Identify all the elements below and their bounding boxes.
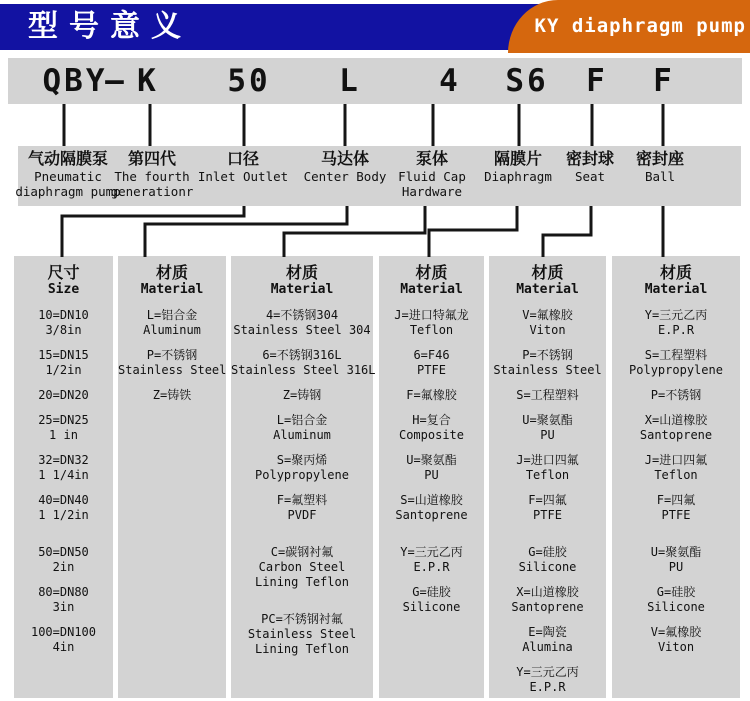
part-label-zh: 第四代 [127, 149, 177, 168]
option-entry [489, 348, 606, 378]
entry-english [612, 560, 740, 575]
model-segment-generation: K [137, 63, 159, 99]
column-title-en: Material [270, 282, 334, 297]
option-entry [489, 453, 606, 483]
entry-code: L=铝合金 [146, 308, 198, 322]
entry-english-line: 2in [52, 560, 75, 574]
entry-code: S=聚丙烯 [276, 453, 328, 467]
entry-code: 6=F46 [413, 348, 450, 362]
option-entry [379, 348, 484, 378]
entry-code: Y=三元乙丙 [644, 308, 708, 322]
entry-english-line: E.P.R [657, 323, 695, 337]
entry-english-line: 1 1/2in [38, 508, 89, 522]
option-entry [14, 348, 113, 378]
entry-english [489, 363, 606, 378]
option-entry [14, 585, 113, 615]
part-label-en: diaphragm pump [15, 184, 121, 199]
entry-english [612, 428, 740, 443]
entry-english-line: Lining Teflon [255, 642, 349, 656]
entry-english [14, 640, 113, 655]
entry-english-line: Carbon Steel [258, 560, 346, 574]
part-label-ball [636, 149, 684, 184]
entry-code: 40=DN40 [38, 493, 89, 507]
entry-code: 4=不锈钢304 [265, 308, 339, 322]
entry-english [118, 323, 226, 338]
entry-english-line: PU [668, 560, 684, 574]
entry-english [612, 363, 740, 378]
entry-english-line: Teflon [525, 468, 570, 482]
part-label-zh: 密封球 [565, 149, 615, 168]
part-label-zh: 隔膜片 [493, 149, 543, 168]
model-segment-center-body: L [339, 63, 361, 99]
entry-english-line: 1 1/4in [38, 468, 89, 482]
option-entry [14, 413, 113, 443]
model-segment-fluid-cap: 4 [439, 63, 461, 99]
option-entry [612, 348, 740, 378]
part-label-en: Inlet Outlet [197, 169, 289, 184]
entry-code: 80=DN80 [38, 585, 89, 599]
entry-english [231, 323, 373, 338]
column-title-zh: 材质 [659, 263, 692, 282]
entry-english [489, 600, 606, 615]
entry-english [231, 428, 373, 443]
part-label-inlet-outlet [198, 149, 288, 184]
entry-english-line: Aluminum [143, 323, 201, 337]
option-entry [231, 545, 373, 590]
entry-english [612, 508, 740, 523]
entry-code: Y=三元乙丙 [516, 665, 579, 679]
entry-code: U=聚氨酯 [522, 413, 573, 427]
model-segment-diaphragm: S6 [505, 63, 549, 99]
column-diaphragm-material [379, 256, 484, 698]
entry-english-line: PTFE [533, 508, 562, 522]
entry-code: F=四氟 [656, 493, 696, 507]
option-entry [231, 388, 373, 403]
entry-english-line: Composite [398, 428, 465, 442]
ball-material-options [612, 308, 740, 655]
option-entry [118, 388, 226, 403]
entry-english [489, 680, 606, 695]
entry-english-line: Lining Teflon [255, 575, 349, 589]
seat-material-options [489, 308, 606, 695]
entry-english [14, 600, 113, 615]
entry-english-line: Teflon [409, 323, 454, 337]
option-entry [379, 585, 484, 615]
part-label-en: Hardware [401, 184, 463, 199]
option-entry [118, 348, 226, 378]
option-entry [231, 612, 373, 657]
option-entry [612, 453, 740, 483]
entry-english-line: 4in [52, 640, 75, 654]
entry-english-line: Polypropylene [255, 468, 349, 482]
column-size [14, 256, 113, 698]
center-body-material-options [118, 308, 226, 403]
part-label-zh: 口径 [226, 149, 259, 168]
entry-english-line: PVDF [287, 508, 317, 522]
option-entry [489, 493, 606, 523]
option-entry [379, 453, 484, 483]
column-title-en: Material [644, 282, 708, 297]
option-entry [612, 585, 740, 615]
option-entry [489, 625, 606, 655]
entry-code: X=山道橡胶 [516, 585, 579, 599]
entry-english [489, 560, 606, 575]
entry-english [612, 468, 740, 483]
option-entry [489, 545, 606, 575]
entry-code: S=山道橡胶 [400, 493, 463, 507]
option-entry [14, 308, 113, 338]
part-label-en: Pneumatic [34, 169, 102, 184]
part-label-en: Ball [644, 169, 676, 184]
entry-english [379, 323, 484, 338]
entry-code: Y=三元乙丙 [400, 545, 463, 559]
entry-english-line: E.P.R [413, 560, 450, 574]
entry-english [612, 640, 740, 655]
part-label-zh: 泵体 [415, 149, 449, 168]
entry-english-line: PTFE [417, 363, 446, 377]
entry-english-line: Silicone [518, 560, 577, 574]
entry-english-line: Stainless Steel [247, 627, 357, 641]
entry-english-line: Stainless Steel 304 [233, 323, 371, 337]
size-options [14, 308, 113, 655]
entry-english [231, 627, 373, 657]
part-label-bar [15, 146, 741, 206]
entry-code: F=氟塑料 [276, 493, 328, 507]
entry-code: F=氟橡胶 [406, 388, 457, 402]
entry-english-line: Santoprene [639, 428, 713, 442]
entry-code: P=不锈钢 [146, 348, 198, 362]
entry-english [612, 323, 740, 338]
entry-code: F=四氟 [528, 493, 567, 507]
part-label-en: Fluid Cap [398, 169, 466, 184]
entry-english-line: Viton [529, 323, 566, 337]
part-label-en: Diaphragm [484, 169, 552, 184]
entry-code: G=硅胶 [412, 585, 451, 599]
option-entry [14, 453, 113, 483]
part-label-en: Seat [574, 169, 606, 184]
option-entry [612, 545, 740, 575]
entry-english [379, 363, 484, 378]
entry-english-line: Aluminum [273, 428, 331, 442]
entry-english [379, 600, 484, 615]
model-code-bar [8, 58, 742, 104]
option-entry [612, 388, 740, 403]
entry-english-line: Stainless Steel [118, 363, 227, 377]
column-seat-material [489, 256, 606, 698]
entry-code: S=工程塑料 [644, 348, 708, 362]
part-label-generation [111, 149, 194, 199]
entry-english [489, 508, 606, 523]
column-title-zh: 材质 [415, 263, 448, 282]
column-title-zh: 材质 [285, 263, 318, 282]
option-entry [379, 493, 484, 523]
entry-english [14, 323, 113, 338]
fluid-cap-material-options [231, 308, 376, 657]
brand-ribbon-label: KY diaphragm pump [534, 15, 746, 37]
entry-english-line: Polypropylene [629, 363, 723, 377]
entry-english [14, 560, 113, 575]
option-entry [231, 453, 373, 483]
option-entry [489, 413, 606, 443]
part-label-seat [566, 149, 614, 184]
entry-english-line: 3in [52, 600, 75, 614]
part-label-en: Center Body [303, 169, 387, 184]
part-label-zh: 马达体 [320, 149, 370, 168]
entry-english [14, 428, 113, 443]
entry-code: V=氟橡胶 [650, 625, 702, 639]
entry-english-line: E.P.R [529, 680, 566, 694]
entry-code: 50=DN50 [38, 545, 89, 559]
entry-english [489, 428, 606, 443]
page-title: 型号意义 [28, 9, 192, 44]
option-entry [612, 493, 740, 523]
option-entry [14, 493, 113, 523]
entry-code: S=工程塑料 [516, 388, 579, 402]
entry-code: 20=DN20 [38, 388, 89, 402]
option-entry [489, 585, 606, 615]
option-entry [14, 625, 113, 655]
option-entry [231, 413, 373, 443]
column-ball-material [612, 256, 740, 698]
entry-code: J=进口四氟 [644, 453, 708, 467]
entry-english-line: Silicone [402, 600, 461, 614]
option-entry [612, 625, 740, 655]
option-entry [379, 388, 484, 403]
entry-english [489, 323, 606, 338]
column-title-en: Material [400, 282, 463, 297]
option-entry [612, 308, 740, 338]
diaphragm-material-options [379, 308, 484, 615]
entry-code: J=进口特氟龙 [394, 308, 469, 322]
entry-english-line: Teflon [654, 468, 698, 482]
entry-code: P=不锈钢 [650, 388, 702, 402]
entry-english-line: PTFE [661, 508, 691, 522]
entry-english [231, 560, 373, 590]
option-entry [231, 308, 373, 338]
part-label-zh: 密封座 [635, 149, 685, 168]
entry-english [14, 508, 113, 523]
part-label-en: generationr [110, 184, 194, 199]
column-fluid-cap-material [231, 256, 376, 698]
entry-code: 6=不锈钢316L [262, 348, 342, 362]
entry-code: V=氟橡胶 [522, 308, 573, 322]
column-title-zh: 尺寸 [47, 263, 80, 282]
column-title-zh: 材质 [155, 263, 188, 282]
entry-english-line: 1 in [49, 428, 78, 442]
entry-code: J=进口四氟 [516, 453, 579, 467]
entry-code: 25=DN25 [38, 413, 89, 427]
option-entry [489, 308, 606, 338]
entry-english-line: Silicone [647, 600, 705, 614]
entry-english [14, 363, 113, 378]
entry-code: 32=DN32 [38, 453, 89, 467]
option-entry [14, 388, 113, 403]
brand-ribbon [508, 0, 750, 53]
column-title-en: Material [140, 282, 204, 297]
option-entry [14, 545, 113, 575]
model-segment-series: QBY [42, 63, 108, 99]
entry-code: X=山道橡胶 [644, 413, 708, 427]
entry-code: G=硅胶 [528, 545, 567, 559]
part-label-pneumatic-pump [15, 149, 120, 199]
entry-english [379, 468, 484, 483]
option-entry [379, 545, 484, 575]
part-label-center-body [304, 149, 387, 184]
entry-code: U=聚氨酯 [406, 453, 457, 467]
model-segment-dash: – [105, 63, 127, 99]
entry-english [379, 508, 484, 523]
entry-english [231, 363, 376, 378]
part-label-zh: 气动隔膜泵 [27, 149, 109, 168]
model-segment-ball: F [653, 63, 675, 99]
entry-english [612, 600, 740, 615]
entry-code: 15=DN15 [38, 348, 89, 362]
entry-english [118, 363, 226, 378]
column-title-zh: 材质 [531, 263, 564, 282]
option-entry [379, 413, 484, 443]
entry-code: 100=DN100 [30, 625, 97, 639]
entry-english-line: Stainless Steel 316L [231, 363, 376, 377]
model-segment-size: 50 [227, 63, 271, 99]
entry-code: 10=DN10 [38, 308, 89, 322]
option-entry [612, 413, 740, 443]
entry-code: E=陶瓷 [528, 625, 567, 639]
option-entry [489, 665, 606, 695]
entry-english [489, 640, 606, 655]
entry-code: Z=铸钢 [282, 388, 322, 402]
entry-english [489, 468, 606, 483]
part-label-en: The fourth [114, 169, 190, 184]
option-entry [231, 493, 373, 523]
option-entry [231, 348, 376, 378]
column-title-en: Size [47, 282, 80, 297]
entry-code: L=铝合金 [276, 413, 328, 427]
entry-english-line: Alumina [522, 640, 573, 654]
entry-english-line: PU [424, 468, 439, 482]
option-entry [489, 388, 606, 403]
option-entry [379, 308, 484, 338]
part-label-diaphragm [484, 149, 552, 184]
entry-english-line: Viton [657, 640, 695, 654]
entry-code: C=碳钢衬氟 [270, 545, 334, 559]
entry-english [379, 560, 484, 575]
part-label-fluid-cap [398, 149, 466, 199]
entry-english-line: 1/2in [45, 363, 82, 377]
entry-english [379, 428, 484, 443]
entry-code: PC=不锈钢衬氟 [261, 612, 343, 626]
entry-english-line: Santoprene [511, 600, 584, 614]
entry-english-line: 3/8in [45, 323, 82, 337]
option-entry [118, 308, 226, 338]
entry-english-line: Stainless Steel [493, 363, 602, 377]
entry-code: P=不锈钢 [522, 348, 573, 362]
entry-english-line: PU [540, 428, 555, 442]
entry-english [231, 468, 373, 483]
entry-code: U=聚氨酯 [650, 545, 702, 559]
entry-english-line: Santoprene [395, 508, 468, 522]
entry-code: Z=铸铁 [152, 388, 192, 402]
column-center-body-material [118, 256, 226, 698]
entry-english [14, 468, 113, 483]
entry-code: G=硅胶 [656, 585, 696, 599]
entry-code: H=复合 [412, 413, 451, 427]
entry-english [231, 508, 373, 523]
column-title-en: Material [516, 282, 579, 297]
model-segment-seat: F [586, 63, 608, 99]
